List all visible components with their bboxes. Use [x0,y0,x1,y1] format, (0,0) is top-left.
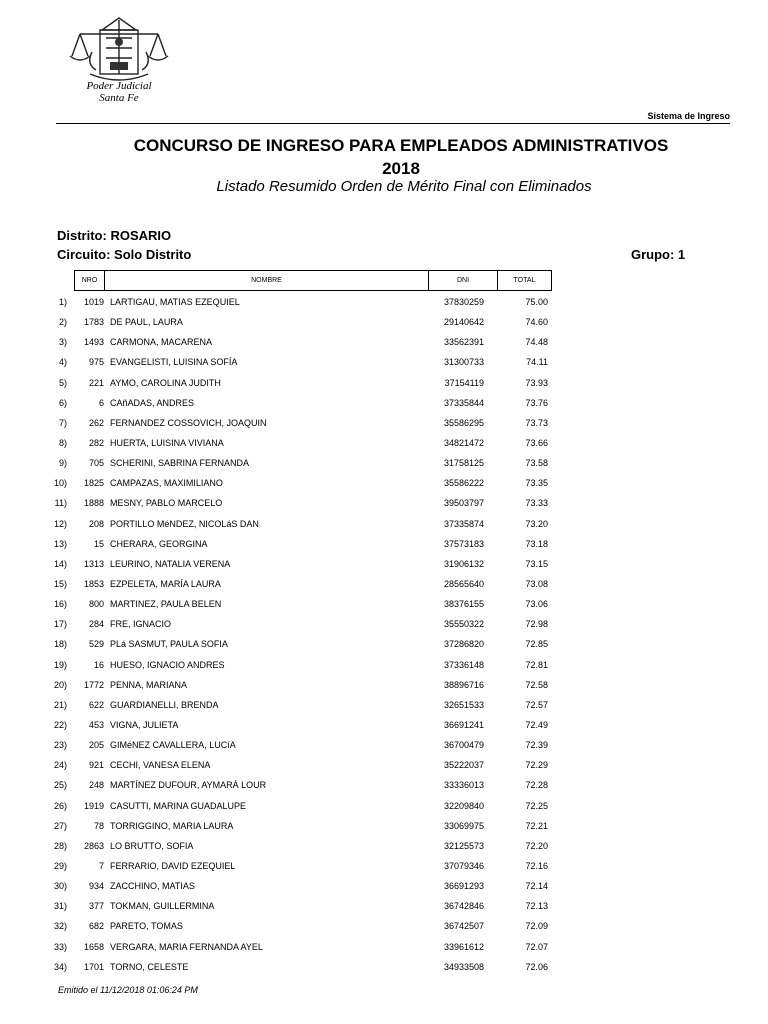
column-header-dni: DNI [428,270,498,291]
row-rank: 14) [53,558,67,569]
row-name: CHERARA, GEORGINA [110,538,208,549]
table-row [0,875,768,895]
district-label: Distrito: ROSARIO [57,228,172,243]
row-name: CAMPAZAS, MAXIMILIANO [110,478,223,489]
row-nro: 284 [88,619,104,630]
row-name: EVANGELISTI, LUISINA SOFÍA [110,357,238,368]
row-rank: 29) [53,860,67,871]
row-nro: 1825 [83,478,104,489]
table-row [0,372,768,392]
row-nro: 1853 [83,578,104,589]
row-total: 73.76 [525,397,548,408]
table-row [0,513,768,533]
row-total: 72.39 [525,740,548,751]
row-rank: 25) [53,780,67,791]
table-row [0,573,768,593]
row-dni: 37154119 [444,377,484,388]
row-total: 74.48 [525,337,548,348]
row-nro: 1658 [83,941,104,952]
table-row [0,633,768,653]
row-name: TOKMAN, GUILLERMINA [110,901,215,912]
system-label: Sistema de Ingreso [647,111,730,121]
row-nro: 705 [88,458,104,469]
row-nro: 1701 [83,961,104,972]
row-rank: 19) [53,659,67,670]
row-name: CASUTTI, MARINA GUADALUPE [110,800,247,811]
row-total: 72.16 [525,860,548,871]
row-name: EZPELETA, MARÍA LAURA [110,578,221,589]
row-name: FERRARIO, DAVID EZEQUIEL [110,860,236,871]
row-nro: 1019 [83,297,104,307]
logo-caption: Poder Judicial Santa Fe [86,80,152,104]
row-dni: 37335874 [443,518,484,529]
row-dni: 35550322 [443,619,484,630]
row-nro: 1783 [83,317,104,328]
row-nro: 205 [88,740,104,751]
row-rank: 31) [53,901,67,912]
row-dni: 32651533 [443,699,484,710]
row-rank: 33) [53,941,67,952]
row-dni: 29140642 [443,317,484,328]
row-name: CECHI, VANESA ELENA [110,760,211,771]
row-nro: 800 [88,599,104,610]
table-row [0,291,768,311]
row-name: PLá SASMUT, PAULA SOFIA [110,639,228,650]
row-nro: 2863 [83,840,104,851]
row-rank: 18) [53,639,67,650]
row-nro: 15 [93,538,104,549]
row-dni: 37079346 [443,860,484,871]
table-row [0,351,768,371]
row-name: VIGNA, JULIETA [110,719,179,730]
row-rank: 6) [58,397,67,408]
row-nro: 622 [88,699,104,710]
table-row [0,553,768,573]
row-name: TORNO, CELESTE [110,961,189,972]
table-row [0,774,768,794]
row-name: PORTILLO MéNDEZ, NICOLáS DAN [110,518,259,529]
row-name: MARTÍNEZ DUFOUR, AYMARÁ LOUR [110,780,267,791]
row-nro: 1772 [83,679,104,690]
row-dni: 38896716 [443,679,484,690]
row-name: PENNA, MARIANA [110,679,188,690]
row-dni: 31758125 [443,458,484,469]
row-total: 72.14 [525,881,548,892]
row-total: 73.93 [525,377,548,388]
row-name: FERNANDEZ COSSOVICH, JOAQUIN [110,417,267,428]
row-name: HUESO, IGNACIO ANDRES [110,659,225,670]
row-rank: 15) [53,578,67,589]
row-name: HUERTA, LUISINA VIVIANA [110,437,224,448]
row-total: 74.60 [525,317,548,328]
row-rank: 13) [53,538,67,549]
results-table [0,291,768,976]
row-nro: 934 [88,881,104,892]
row-rank: 1) [58,297,67,307]
row-dni: 32209840 [443,800,484,811]
table-row [0,734,768,754]
table-row [0,936,768,956]
row-nro: 248 [88,780,104,791]
column-header-total: TOTAL [497,270,552,291]
row-rank: 16) [53,599,67,610]
row-name: MARTINEZ, PAULA BELEN [110,599,222,610]
row-total: 72.07 [525,941,548,952]
table-row [0,492,768,512]
row-rank: 5) [58,377,67,388]
row-rank: 27) [53,820,67,831]
row-nro: 221 [88,377,104,388]
row-nro: 262 [88,417,104,428]
row-rank: 20) [53,679,67,690]
row-nro: 975 [88,357,104,368]
row-total: 73.35 [525,478,548,489]
column-header-nombre: NOMBRE [104,270,429,291]
row-dni: 33562391 [443,337,484,348]
table-row [0,835,768,855]
row-total: 72.81 [525,659,548,670]
row-nro: 16 [93,659,104,670]
table-row [0,654,768,674]
row-name: GIMéNEZ CAVALLERA, LUCíA [110,740,236,751]
row-rank: 4) [58,357,67,368]
row-rank: 21) [53,699,67,710]
row-rank: 28) [53,840,67,851]
row-name: LO BRUTTO, SOFIA [110,840,194,851]
row-total: 73.33 [525,498,548,509]
row-dni: 31906132 [443,558,484,569]
page-subtitle: Listado Resumido Orden de Mérito Final con Eliminados [216,178,592,195]
row-nro: 282 [88,437,104,448]
table-row [0,593,768,613]
row-rank: 3) [58,337,67,348]
circuit-label: Circuito: Solo Distrito [57,247,192,262]
row-total: 72.98 [525,619,548,630]
table-row [0,855,768,875]
row-name: AYMO, CAROLINA JUDITH [110,377,221,388]
row-dni: 34933508 [443,961,484,972]
row-total: 72.06 [525,961,548,972]
row-total: 72.21 [525,820,548,831]
row-total: 72.58 [525,679,548,690]
row-dni: 36700479 [443,740,484,751]
row-name: PARETO, TOMAS [110,921,183,932]
page-title [0,134,768,180]
row-dni: 37335844 [443,397,484,408]
table-row [0,895,768,915]
row-rank: 24) [53,760,67,771]
column-header-nro: NRO [74,270,105,291]
row-name: DE PAUL, LAURA [110,317,183,328]
row-dni: 34821472 [443,437,484,448]
row-total: 72.28 [525,780,548,791]
row-total: 73.08 [525,578,548,589]
row-rank: 32) [53,921,67,932]
row-dni: 38376155 [443,599,484,610]
row-rank: 7) [58,417,67,428]
group-label: Grupo: 1 [631,247,686,262]
row-total: 72.57 [525,699,548,710]
row-dni: 36742507 [443,921,484,932]
row-rank: 12) [53,518,67,529]
row-nro: 7 [98,860,104,871]
title-line-2: 2018 [382,159,420,178]
row-total: 75.00 [525,297,548,307]
row-name: FRE, IGNACIO [110,619,172,630]
row-name: CAñADAS, ANDRES [110,397,195,408]
row-nro: 78 [93,820,104,831]
row-nro: 682 [88,921,104,932]
row-dni: 36742846 [443,901,484,912]
table-row [0,472,768,492]
row-total: 73.73 [525,417,548,428]
row-total: 74.11 [526,357,548,368]
row-dni: 33336013 [443,780,484,791]
row-dni: 37286820 [443,639,484,650]
row-rank: 22) [53,719,67,730]
table-row [0,432,768,452]
table-row [0,452,768,472]
row-dni: 36691293 [443,881,484,892]
title-line-1: CONCURSO DE INGRESO PARA EMPLEADOS ADMINISTRATIVOS [133,136,669,155]
table-row [0,956,768,976]
table-row [0,412,768,432]
row-rank: 34) [53,961,67,972]
row-dni: 32125573 [443,840,484,851]
row-dni: 35586295 [443,417,484,428]
row-rank: 30) [53,881,67,892]
row-name: MESNY, PABLO MARCELO [110,498,223,509]
row-total: 72.85 [525,639,548,650]
row-total: 72.29 [525,760,548,771]
row-rank: 23) [53,740,67,751]
table-row [0,392,768,412]
row-total: 72.09 [525,921,548,932]
row-rank: 11) [54,498,67,509]
table-row [0,714,768,734]
row-nro: 453 [88,719,104,730]
emission-timestamp: Emitido el 11/12/2018 01:06:24 PM [58,985,198,995]
row-dni: 35222037 [443,760,484,771]
table-row [0,694,768,714]
row-dni: 28565640 [443,578,484,589]
row-name: LARTIGAU, MATIAS EZEQUIEL [110,297,240,307]
row-nro: 1313 [83,558,104,569]
row-dni: 33961612 [443,941,484,952]
row-name: SCHERINI, SABRINA FERNANDA [110,458,250,469]
row-name: CARMONA, MACARENA [110,337,213,348]
row-nro: 208 [88,518,104,529]
table-row [0,533,768,553]
row-dni: 31300733 [443,357,484,368]
row-total: 72.49 [525,719,548,730]
table-row [0,674,768,694]
row-rank: 2) [58,317,67,328]
row-dni: 37830259 [443,297,484,307]
table-row [0,915,768,935]
row-name: VERGARA, MARIA FERNANDA AYEL [110,941,263,952]
row-nro: 6 [98,397,104,408]
row-nro: 1919 [83,800,104,811]
row-nro: 377 [88,901,104,912]
table-row [0,754,768,774]
row-dni: 37336148 [443,659,484,670]
row-total: 73.18 [525,538,548,549]
row-nro: 1493 [83,337,104,348]
row-total: 73.20 [525,518,548,529]
row-total: 72.13 [525,901,548,912]
row-rank: 10) [53,478,67,489]
row-rank: 26) [53,800,67,811]
row-rank: 8) [58,437,67,448]
row-total: 73.06 [525,599,548,610]
row-name: ZACCHINO, MATIAS [110,881,195,892]
row-total: 72.25 [525,800,548,811]
row-total: 73.66 [525,437,548,448]
row-rank: 17) [53,619,67,630]
row-total: 72.20 [525,840,548,851]
table-row [0,815,768,835]
row-dni: 39503797 [443,498,484,509]
table-row [0,331,768,351]
row-rank: 9) [58,458,67,469]
row-total: 73.58 [525,458,548,469]
row-dni: 35586222 [443,478,484,489]
row-dni: 36691241 [443,719,484,730]
row-nro: 921 [88,760,104,771]
table-row [0,613,768,633]
table-row [0,311,768,331]
row-dni: 37573183 [443,538,484,549]
row-nro: 1888 [83,498,104,509]
header-divider [56,123,730,124]
row-name: GUARDIANELLI, BRENDA [110,699,219,710]
row-nro: 529 [88,639,104,650]
row-name: LEURINO, NATALIA VERENA [110,558,231,569]
row-dni: 33069975 [443,820,484,831]
table-row [0,795,768,815]
row-name: TORRIGGINO, MARIA LAURA [110,820,234,831]
row-total: 73.15 [525,558,548,569]
